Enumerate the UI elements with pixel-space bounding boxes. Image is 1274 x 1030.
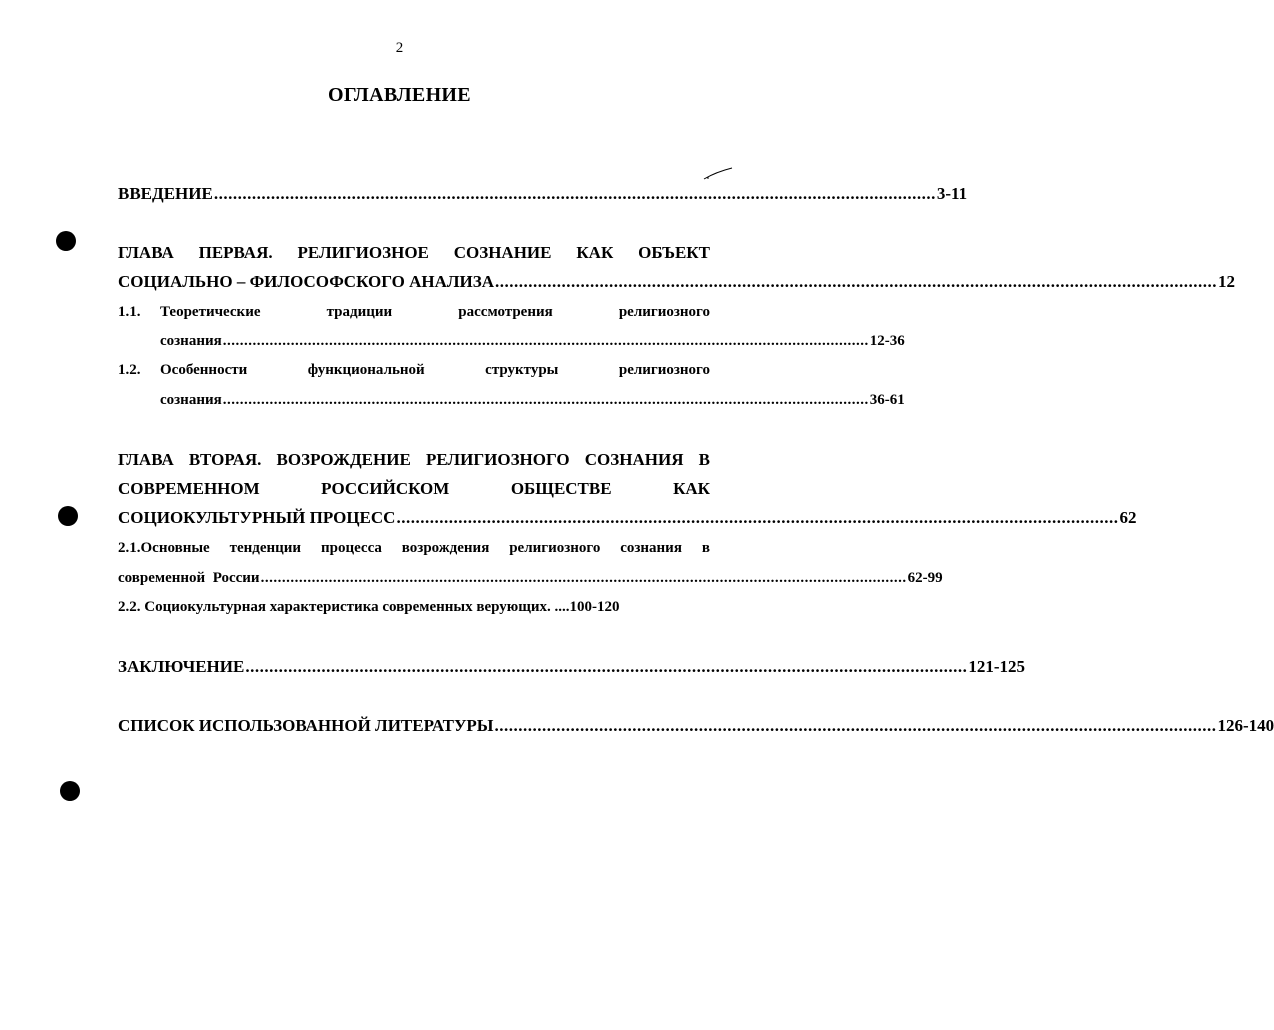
toc-entry-label: современной России [118, 570, 260, 586]
word: религиозного [618, 304, 710, 320]
word: сознания [620, 540, 682, 556]
word: рассмотрения [458, 304, 553, 320]
toc-section-2-1-line-2[interactable] [118, 564, 943, 592]
word: структуры [485, 362, 559, 378]
word: Особенности [160, 362, 248, 378]
toc-entry-label: ЗАКЛЮЧЕНИЕ [118, 657, 245, 676]
toc-section-2-1-line-1[interactable] [118, 534, 710, 562]
toc-entry-introduction[interactable] [118, 180, 968, 208]
toc-chapter-2-line-2[interactable] [118, 475, 710, 503]
toc-entry-label: сознания [160, 333, 222, 349]
dot-leader: ........................................................................................................................................................ [396, 508, 1119, 527]
word: СОЗНАНИЯ [584, 450, 684, 469]
word: КАК [576, 243, 614, 262]
dot-leader: ........................................................................................................................................................ [245, 657, 968, 676]
word: традиции [326, 304, 393, 320]
word: ВТОРАЯ. [188, 450, 262, 469]
toc-entry-label: сознания [160, 392, 222, 408]
word: функциональной [307, 362, 425, 378]
toc-chapter-1-line-1[interactable] [118, 239, 710, 267]
toc-entry-label: СПИСОК ИСПОЛЬЗОВАННОЙ ЛИТЕРАТУРЫ [118, 716, 494, 735]
word: СОВРЕМЕННОМ [118, 479, 260, 498]
word: в [701, 540, 710, 556]
toc-entry-bibliography[interactable] [118, 712, 1274, 740]
word: 2.1.Основные [118, 540, 210, 556]
toc-entry-label: ВВЕДЕНИЕ [118, 184, 213, 203]
toc-entry-pages: 3-11 [936, 184, 968, 203]
word: ОБЪЕКТ [638, 243, 710, 262]
section-number: 1.1. [118, 304, 141, 320]
binder-hole-middle [58, 506, 78, 526]
toc-entry-pages: 62 [1119, 508, 1137, 527]
toc-section-1-1-line-2[interactable] [160, 327, 905, 355]
dot-leader: ........................................................................................................................................................ [495, 272, 1217, 291]
word: ГЛАВА [118, 243, 174, 262]
word: СОЗНАНИЕ [453, 243, 552, 262]
toc-entry-pages: 62-99 [907, 570, 943, 586]
toc-chapter-1-line-2[interactable] [118, 268, 1235, 296]
dot-leader: ........................................................................................................................................................ [260, 570, 907, 586]
word: тенденции [229, 540, 302, 556]
toc-entry-conclusion[interactable] [118, 653, 1026, 681]
toc-section-1-1-line-1[interactable] [160, 298, 710, 326]
word: ПЕРВАЯ. [198, 243, 273, 262]
word: религиозного [509, 540, 601, 556]
toc-entry-pages: 36-61 [869, 392, 905, 408]
toc-entry-label: СОЦИОКУЛЬТУРНЫЙ ПРОЦЕСС [118, 508, 396, 527]
toc-entry-label: 2.2. Социокультурная характеристика современных верующих. .... [118, 599, 570, 615]
section-number: 1.2. [118, 362, 141, 378]
dot-leader: ........................................................................................................................................................ [213, 184, 936, 203]
toc-section-1-2-line-1[interactable] [160, 356, 710, 384]
page-title: ОГЛАВЛЕНИЕ [328, 84, 471, 106]
binder-hole-top [56, 231, 76, 251]
word: РЕЛИГИОЗНОГО [425, 450, 570, 469]
toc-entry-label: СОЦИАЛЬНО – ФИЛОСОФСКОГО АНАЛИЗА [118, 272, 494, 291]
toc-entry-pages: 100-120 [569, 599, 620, 615]
toc-chapter-2-line-1[interactable] [118, 446, 710, 474]
toc-section-1-2-line-2[interactable] [160, 386, 905, 414]
word: ВОЗРОЖДЕНИЕ [276, 450, 411, 469]
toc-entry-pages: 12-36 [869, 333, 905, 349]
word: процесса [320, 540, 382, 556]
page-number: 2 [395, 40, 404, 56]
word: возрождения [401, 540, 490, 556]
word: РОССИЙСКОМ [321, 479, 450, 498]
toc-section-2-2[interactable] [118, 593, 710, 621]
toc-entry-pages: 126-140 [1217, 716, 1274, 735]
toc-entry-pages: 12 [1218, 272, 1235, 291]
dot-leader: ........................................................................................................................................................ [222, 333, 869, 349]
dot-leader: ........................................................................................................................................................ [222, 392, 869, 408]
toc-entry-pages: 121-125 [968, 657, 1026, 676]
word: ГЛАВА [118, 450, 174, 469]
word: ОБЩЕСТВЕ [510, 479, 612, 498]
binder-hole-bottom [60, 781, 80, 801]
dot-leader: ........................................................................................................................................................ [494, 716, 1217, 735]
word: Теоретические [160, 304, 261, 320]
word: В [698, 450, 710, 469]
word: КАК [673, 479, 710, 498]
toc-chapter-2-line-3[interactable] [118, 504, 1137, 532]
word: религиозного [618, 362, 710, 378]
word: РЕЛИГИОЗНОЕ [297, 243, 429, 262]
